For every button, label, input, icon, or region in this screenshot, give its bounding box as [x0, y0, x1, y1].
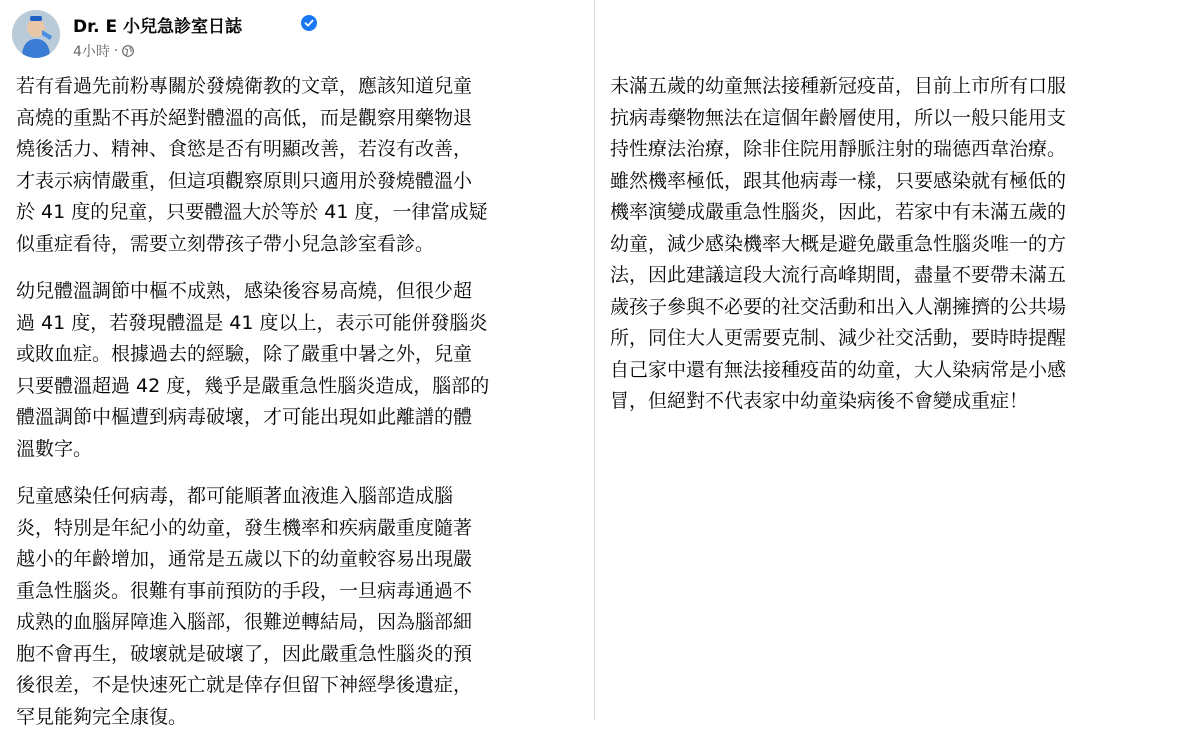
globe-icon: [122, 45, 134, 57]
text-line: 自己家中還有無法接種疫苗的幼童，大人染病常是小感: [610, 358, 1067, 381]
post-panel-left: [0, 0, 595, 728]
text-line: 雖然機率極低，跟其他病毒一樣，只要感染就有極低的: [610, 169, 1067, 192]
text-line: 後很差，不是快速死亡就是倖存但留下神經學後遺症，: [16, 674, 473, 696]
text-line: 越小的年齡增加，通常是五歲以下的幼童較容易出現嚴: [16, 548, 473, 570]
paragraph-2: [16, 276, 576, 465]
post-panel-right: [595, 0, 1180, 720]
post-header: [12, 10, 572, 60]
text-line: 燒後活力、精神、食慾是否有明顯改善，若沒有改善，: [16, 138, 473, 160]
text-line: 重急性腦炎。很難有事前預防的手段，一旦病毒通過不: [16, 579, 473, 602]
text-line: 似重症看待，需要立刻帶孩子帶小兒急診室看診。: [16, 232, 435, 255]
text-line: 冒，但絕對不代表家中幼童染病後不會變成重症！: [610, 390, 1029, 412]
text-line: 法，因此建議這段大流行高峰期間，盡量不要帶未滿五: [610, 264, 1067, 286]
text-line: 歲孩子參與不必要的社交活動和出入人潮擁擠的公共場: [610, 295, 1067, 318]
text-line: 溫數字。: [16, 437, 93, 460]
text-line: 胞不會再生，破壞就是破壞了，因此嚴重急性腦炎的預: [16, 642, 473, 665]
post-meta: [73, 41, 134, 61]
text-line: 於 41 度的兒童，只要體溫大於等於 41 度，一律當成疑: [16, 201, 488, 223]
text-line: 體溫調節中樞遭到病毒破壞，才可能出現如此離譜的體: [16, 406, 473, 428]
verified-badge-icon: [301, 15, 317, 31]
meta-separator: ·: [113, 43, 119, 59]
post-timestamp[interactable]: 4小時: [73, 44, 110, 60]
post-body-left: [16, 71, 576, 749]
avatar-image: [12, 10, 60, 58]
text-line: 兒童感染任何病毒，都可能順著血液進入腦部造成腦: [16, 485, 454, 507]
text-line: 罕見能夠完全康復。: [16, 705, 188, 728]
text-line: 過 41 度，若發現體溫是 41 度以上，表示可能併發腦炎: [16, 311, 488, 334]
text-line: 抗病毒藥物無法在這個年齡層使用，所以一般只能用支: [610, 106, 1067, 129]
text-line: 幼童，減少感染機率大概是避免嚴重急性腦炎唯一的方: [610, 232, 1067, 255]
text-line: 持性療法治療，除非住院用靜脈注射的瑞德西韋治療。: [610, 138, 1067, 160]
paragraph-4: [610, 71, 1170, 418]
text-line: 炎，特別是年紀小的幼童，發生機率和疾病嚴重度隨著: [16, 516, 473, 539]
text-line: 成熟的血腦屏障進入腦部，很難逆轉結局，因為腦部細: [16, 611, 473, 633]
text-line: 幼兒體溫調節中樞不成熟，感染後容易高燒，但很少超: [16, 280, 473, 302]
text-line: 只要體溫超過 42 度，幾乎是嚴重急性腦炎造成，腦部的: [16, 374, 490, 397]
paragraph-1: [16, 71, 576, 260]
text-line: 才表示病情嚴重，但這項觀察原則只適用於發燒體溫小: [16, 169, 473, 192]
text-line: 機率演變成嚴重急性腦炎，因此，若家中有未滿五歲的: [610, 201, 1067, 223]
profile-avatar[interactable]: [12, 10, 60, 58]
page-name-link[interactable]: Dr. E 小兒急診室日誌: [73, 17, 242, 37]
text-line: 或敗血症。根據過去的經驗，除了嚴重中暑之外，兒童: [16, 343, 473, 365]
text-line: 未滿五歲的幼童無法接種新冠疫苗，目前上市所有口服: [610, 75, 1067, 97]
text-line: 所，同住大人更需要克制、減少社交活動，要時時提醒: [610, 327, 1067, 349]
text-line: 若有看過先前粉專關於發燒衛教的文章，應該知道兒童: [16, 75, 473, 97]
text-line: 高燒的重點不再於絕對體溫的高低，而是觀察用藥物退: [16, 106, 473, 129]
post-body-right: [610, 71, 1170, 434]
paragraph-3: [16, 481, 576, 733]
